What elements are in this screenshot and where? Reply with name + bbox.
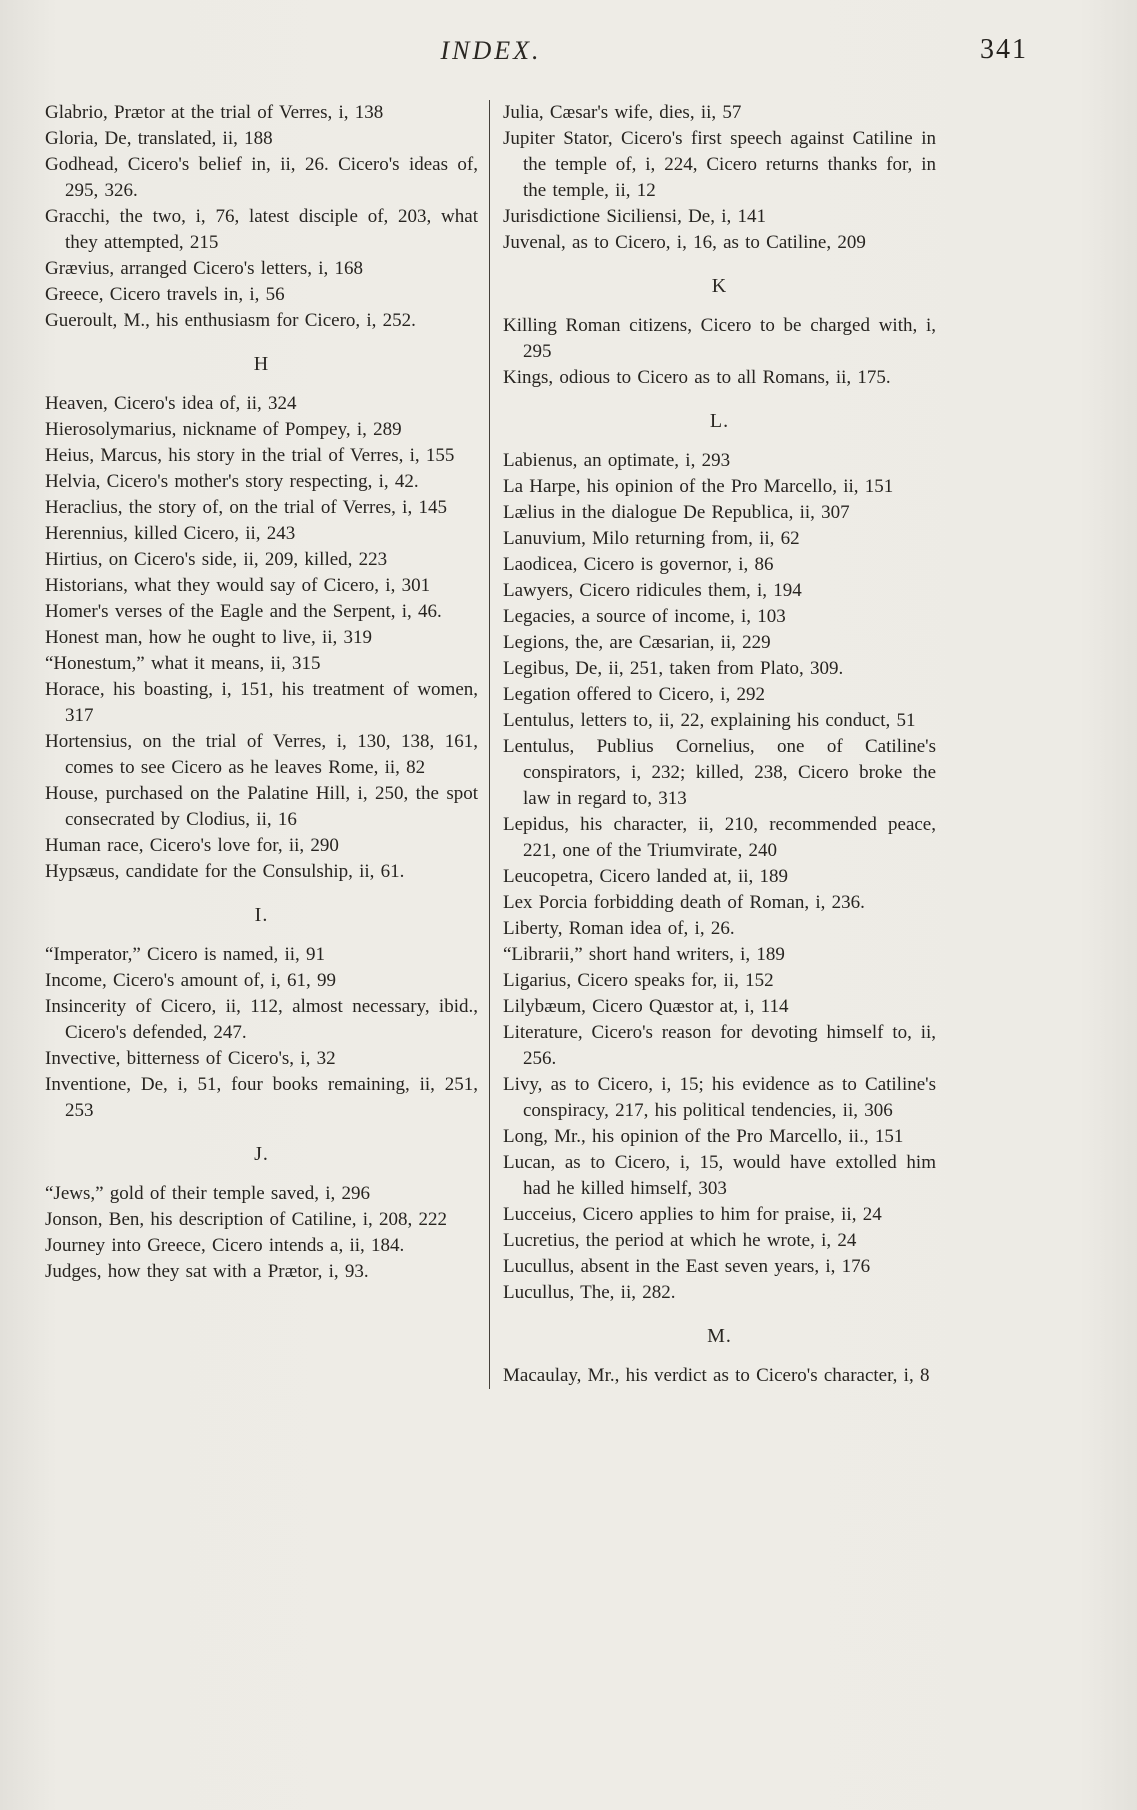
index-column-right	[490, 100, 936, 1389]
index-entry: Heraclius, the story of, on the trial of Verres, i, 145	[45, 497, 447, 518]
index-entry: La Harpe, his opinion of the Pro Marcello, ii, 151	[503, 476, 894, 497]
index-entry: Income, Cicero's amount of, i, 61, 99	[45, 970, 337, 991]
index-entry: Liberty, Roman idea of, i, 26.	[503, 918, 735, 939]
index-entry: Inventione, De, i, 51, four books remaining, ii, 251, 253	[45, 1074, 478, 1121]
index-entry: Lælius in the dialogue De Republica, ii, 307	[503, 502, 850, 523]
index-entry: Lanuvium, Milo returning from, ii, 62	[503, 528, 800, 549]
index-entry: Laodicea, Cicero is governor, i, 86	[503, 554, 774, 575]
index-entry: Gracchi, the two, i, 76, latest disciple of, 203, what they attempted, 215	[45, 206, 478, 253]
section-heading: J.	[254, 1143, 269, 1165]
index-entry: Homer's verses of the Eagle and the Serpent, i, 46.	[45, 601, 442, 622]
index-entry: Lawyers, Cicero ridicules them, i, 194	[503, 580, 802, 601]
index-entry: Insincerity of Cicero, ii, 112, almost necessary, ibid., Cicero's defended, 247.	[45, 996, 478, 1043]
index-entry: Lucan, as to Cicero, i, 15, would have extolled him had he killed himself, 303	[503, 1152, 936, 1199]
index-entry: Labienus, an optimate, i, 293	[503, 450, 731, 471]
index-entry: Leucopetra, Cicero landed at, ii, 189	[503, 866, 789, 887]
index-entry: Heaven, Cicero's idea of, ii, 324	[45, 393, 297, 414]
index-entry: Jurisdictione Siciliensi, De, i, 141	[503, 206, 767, 227]
index-entry: Hirtius, on Cicero's side, ii, 209, killed, 223	[45, 549, 388, 570]
index-entry: Lepidus, his character, ii, 210, recommended peace, 221, one of the Triumvirate, 240	[503, 814, 936, 861]
index-entry: Journey into Greece, Cicero intends a, ii, 184.	[45, 1235, 405, 1256]
index-entry: Heius, Marcus, his story in the trial of Verres, i, 155	[45, 445, 455, 466]
section-heading: H	[253, 353, 270, 375]
index-entry: Gueroult, M., his enthusiasm for Cicero, i, 252.	[45, 310, 416, 331]
index-entry: Hypsæus, candidate for the Consulship, ii, 61.	[45, 861, 405, 882]
index-entry: Jonson, Ben, his description of Catiline, i, 208, 222	[45, 1209, 448, 1230]
index-entry: Legacies, a source of income, i, 103	[503, 606, 786, 627]
index-entry: Godhead, Cicero's belief in, ii, 26. Cicero's ideas of, 295, 326.	[45, 154, 478, 201]
index-entry: Human race, Cicero's love for, ii, 290	[45, 835, 339, 856]
index-entry: Helvia, Cicero's mother's story respecting, i, 42.	[45, 471, 419, 492]
index-entry: Horace, his boasting, i, 151, his treatment of women, 317	[45, 679, 478, 726]
index-entry: “Jews,” gold of their temple saved, i, 296	[45, 1183, 370, 1204]
index-entry: Ligarius, Cicero speaks for, ii, 152	[503, 970, 774, 991]
index-entry: Lilybæum, Cicero Quæstor at, i, 114	[503, 996, 789, 1017]
index-entry: Julia, Cæsar's wife, dies, ii, 57	[503, 102, 742, 123]
index-entry: Jupiter Stator, Cicero's first speech against Catiline in the temple of, i, 224, Cicero returns thanks for, in the temple, ii, 12	[503, 128, 936, 201]
index-entry: Gloria, De, translated, ii, 188	[45, 128, 273, 149]
index-entry: “Honestum,” what it means, ii, 315	[45, 653, 321, 674]
index-entry: Literature, Cicero's reason for devoting himself to, ii, 256.	[503, 1022, 936, 1069]
index-entry: Lentulus, letters to, ii, 22, explaining his conduct, 51	[503, 710, 916, 731]
index-entry: Glabrio, Prætor at the trial of Verres, i, 138	[45, 102, 384, 123]
index-columns	[45, 100, 937, 1389]
index-entry: Lucceius, Cicero applies to him for praise, ii, 24	[503, 1204, 882, 1225]
section-heading: L.	[709, 410, 730, 432]
index-entry: Macaulay, Mr., his verdict as to Cicero's character, i, 8	[503, 1365, 930, 1386]
index-entry: House, purchased on the Palatine Hill, i, 250, the spot consecrated by Clodius, ii, 16	[45, 783, 478, 830]
index-entry: Livy, as to Cicero, i, 15; his evidence as to Catiline's conspiracy, 217, his political tendencies, ii, 306	[503, 1074, 936, 1121]
running-title: INDEX.	[440, 36, 542, 65]
index-entry: Long, Mr., his opinion of the Pro Marcello, ii., 151	[503, 1126, 904, 1147]
index-entry: Greece, Cicero travels in, i, 56	[45, 284, 285, 305]
index-entry: Historians, what they would say of Cicero, i, 301	[45, 575, 431, 596]
index-entry: Judges, how they sat with a Prætor, i, 93.	[45, 1261, 369, 1282]
index-entry: Herennius, killed Cicero, ii, 243	[45, 523, 296, 544]
index-entry: Legation offered to Cicero, i, 292	[503, 684, 765, 705]
index-entry: “Imperator,” Cicero is named, ii, 91	[45, 944, 326, 965]
index-entry: Honest man, how he ought to live, ii, 319	[45, 627, 373, 648]
index-entry: Lucullus, absent in the East seven years, i, 176	[503, 1256, 871, 1277]
index-entry: Kings, odious to Cicero as to all Romans, ii, 175.	[503, 367, 891, 388]
section-heading: K	[711, 275, 728, 297]
page-number: 341	[980, 34, 1028, 65]
index-entry: Hierosolymarius, nickname of Pompey, i, 289	[45, 419, 402, 440]
index-entry: Legibus, De, ii, 251, taken from Plato, 309.	[503, 658, 844, 679]
index-entry: Killing Roman citizens, Cicero to be charged with, i, 295	[503, 315, 936, 362]
index-entry: Legions, the, are Cæsarian, ii, 229	[503, 632, 771, 653]
index-entry: Lucullus, The, ii, 282.	[503, 1282, 676, 1303]
page-header	[45, 30, 1028, 92]
index-entry: Lucretius, the period at which he wrote, i, 24	[503, 1230, 857, 1251]
index-entry: “Librarii,” short hand writers, i, 189	[503, 944, 785, 965]
index-entry: Juvenal, as to Cicero, i, 16, as to Catiline, 209	[503, 232, 866, 253]
section-heading: M.	[707, 1325, 732, 1347]
section-heading: I.	[254, 904, 269, 926]
index-entry: Lex Porcia forbidding death of Roman, i, 236.	[503, 892, 865, 913]
index-entry: Lentulus, Publius Cornelius, one of Catiline's conspirators, i, 232; killed, 238, Cicero broke the law in regard to, 313	[503, 736, 936, 809]
index-entry: Hortensius, on the trial of Verres, i, 130, 138, 161, comes to see Cicero as he leaves Rome, ii, 82	[45, 731, 478, 778]
index-entry: Grævius, arranged Cicero's letters, i, 168	[45, 258, 364, 279]
index-entry: Invective, bitterness of Cicero's, i, 32	[45, 1048, 336, 1069]
index-column-left	[45, 100, 489, 1389]
